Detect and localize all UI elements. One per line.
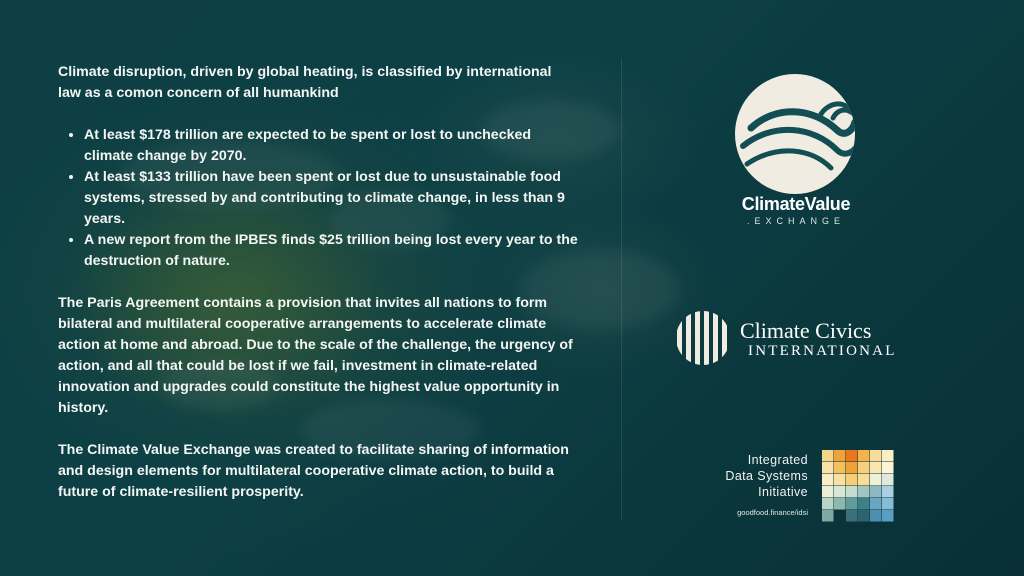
mosaic-cell [834,462,846,474]
mosaic-cell [870,486,882,498]
mosaic-cell [870,510,882,522]
cci-logo-subtitle: INTERNATIONAL [748,343,897,359]
main-text [58,62,578,503]
mosaic-cell [822,462,834,474]
divider [621,58,622,520]
mosaic-cell [846,498,858,510]
idsi-line: Initiative [758,485,808,499]
mosaic-cell [858,462,870,474]
mosaic-cell [846,462,858,474]
mosaic-cell [858,510,870,522]
mosaic-cell [870,450,882,462]
mosaic-cell [858,474,870,486]
idsi-line: Integrated [747,453,808,467]
cve-logo-name: ClimateValue [741,194,851,214]
mosaic-cell [882,498,894,510]
mosaic-cell [822,486,834,498]
mosaic-grid-icon [822,450,894,522]
mosaic-cell [834,450,846,462]
cve-paragraph: The Climate Value Exchange was created to facilitate sharing of information and design elements for multilateral cooperative climate action, to build a future of climate-resilient prosperity. [58,442,569,500]
paris-paragraph: The Paris Agreement contains a provision that invites all nations to form bilateral and multilateral cooperative arrangements to accelerate climate action at home and abroad. Due to the scale of the challenge, the urgency of action, and all that could be lost if we fail, investment in climate-related innovation and upgrades could constitute the highest value opportunity in history. [58,295,573,416]
mosaic-cell [834,474,846,486]
idsi-logo-name [690,452,808,500]
list-item: • At least $178 trillion are expected to be spent or lost to unchecked climate change by 2070. [84,125,578,167]
mosaic-cell [822,474,834,486]
list-item: • At least $133 trillion have been spent or lost due to unsustainable food systems, stressed by and contributing to climate change, in less than 9 years. [84,167,578,230]
mosaic-cell [882,510,894,522]
wave-circle-icon [733,72,857,196]
mosaic-cell [822,450,834,462]
mosaic-cell [882,486,894,498]
mosaic-cell [834,486,846,498]
mosaic-cell [858,450,870,462]
cci-logo-name: Climate Civics [740,318,872,343]
mosaic-cell [822,510,834,522]
mosaic-cell [870,462,882,474]
intro-paragraph: Climate disruption, driven by global heating, is classified by international law as a comon concern of all humankind [58,64,552,101]
idsi-url: goodfood.finance/idsi [737,508,808,517]
mosaic-cell [882,450,894,462]
cve-logo-subtitle: .EXCHANGE [746,216,845,226]
striped-circle-icon [675,310,731,366]
idsi-line: Data Systems [725,469,808,483]
mosaic-cell [822,498,834,510]
mosaic-cell [846,486,858,498]
mosaic-cell [882,474,894,486]
mosaic-cell [882,462,894,474]
mosaic-cell [870,498,882,510]
key-figures-list [58,125,578,272]
mosaic-cell [846,474,858,486]
mosaic-cell [858,486,870,498]
mosaic-cell [870,474,882,486]
mosaic-cell [846,450,858,462]
list-item: • A new report from the IPBES finds $25 trillion being lost every year to the destruction of nature. [84,230,578,272]
mosaic-cell [858,498,870,510]
mosaic-cell [834,498,846,510]
mosaic-cell [846,510,858,522]
